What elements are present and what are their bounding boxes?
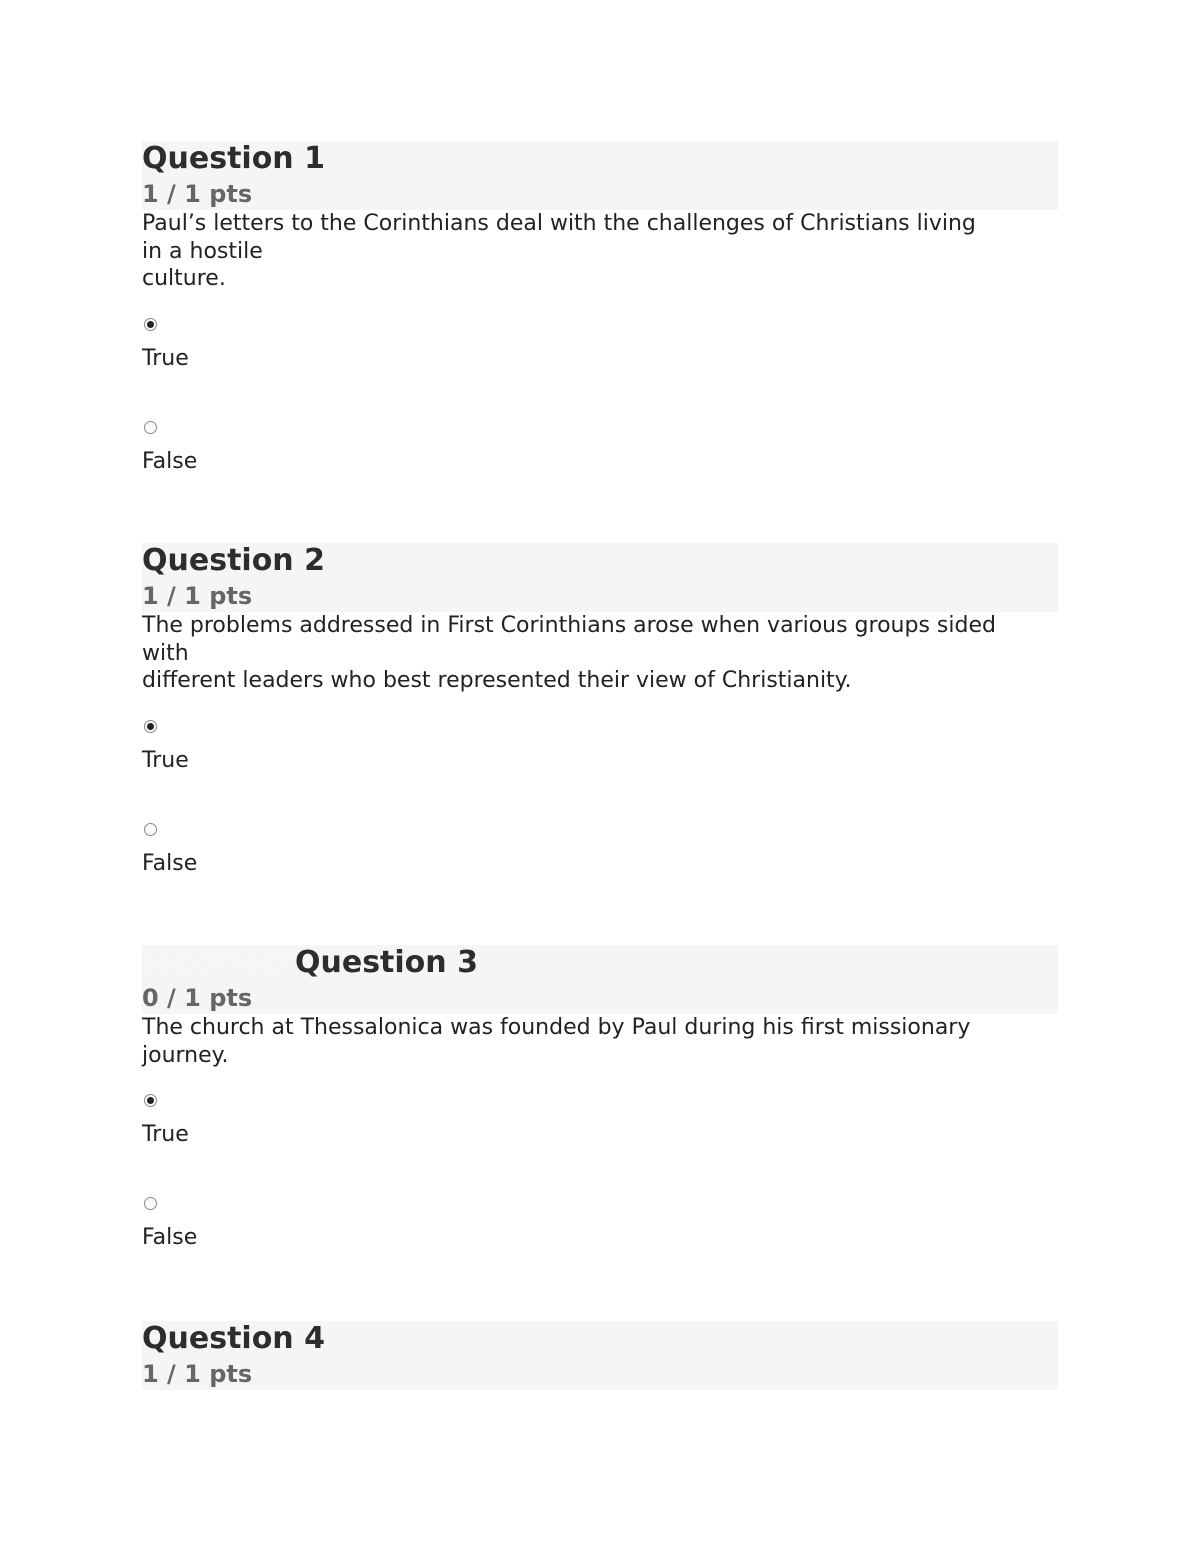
question-text-line: with (142, 640, 189, 666)
question-text (142, 210, 1058, 293)
question-text-line: different leaders who best represented their view of Christianity. (142, 668, 852, 693)
question-3 (142, 945, 1058, 1275)
question-header (142, 141, 1058, 210)
question-header (142, 1321, 1058, 1390)
answer-option-true[interactable] (142, 695, 1058, 798)
radio-unselected-icon[interactable] (144, 1197, 157, 1210)
answer-label: False (142, 448, 198, 474)
question-title: IncorrectQuestion 3 (142, 945, 478, 980)
question-text-line: The church at Thessalonica was founded by Paul during his first missionary (142, 1015, 971, 1040)
radio-selected-icon[interactable] (144, 720, 157, 733)
question-header (142, 543, 1058, 612)
question-text (142, 612, 1058, 695)
radio-unselected-icon[interactable] (144, 823, 157, 836)
radio-selected-icon[interactable] (144, 318, 157, 331)
answer-label: True (142, 747, 189, 773)
answer-option-true[interactable] (142, 1069, 1058, 1172)
question-1 (142, 141, 1058, 499)
question-2 (142, 543, 1058, 901)
radio-selected-icon[interactable] (144, 1094, 157, 1107)
question-points: 1 / 1 pts (142, 180, 253, 208)
question-title: Question 1 (142, 141, 325, 176)
answer-option-false[interactable] (142, 798, 1058, 901)
question-text-line: culture. (142, 266, 226, 291)
question-text-line: The problems addressed in First Corinthians arose when various groups sided (142, 613, 996, 638)
answer-label: True (142, 345, 189, 371)
question-4 (142, 1321, 1058, 1390)
question-points: 1 / 1 pts (142, 582, 253, 610)
incorrect-tag: Incorrect (142, 945, 295, 980)
question-points: 0 / 1 pts (142, 984, 253, 1012)
question-points: 1 / 1 pts (142, 1360, 253, 1388)
question-title: Question 4 (142, 1321, 325, 1356)
question-text-line: in a hostile (142, 238, 263, 264)
answer-label: False (142, 1225, 198, 1250)
question-text-line: Paul’s letters to the Corinthians deal with the challenges of Christians living (142, 211, 976, 236)
question-text (142, 1014, 1058, 1069)
question-header (142, 945, 1058, 1014)
question-text-line: journey. (142, 1042, 229, 1068)
question-title: Question 2 (142, 543, 325, 578)
answer-option-false[interactable] (142, 1172, 1058, 1275)
answer-label: False (142, 850, 198, 876)
answer-option-true[interactable] (142, 293, 1058, 396)
answer-label: True (142, 1122, 189, 1147)
radio-unselected-icon[interactable] (144, 421, 157, 434)
answer-option-false[interactable] (142, 396, 1058, 499)
